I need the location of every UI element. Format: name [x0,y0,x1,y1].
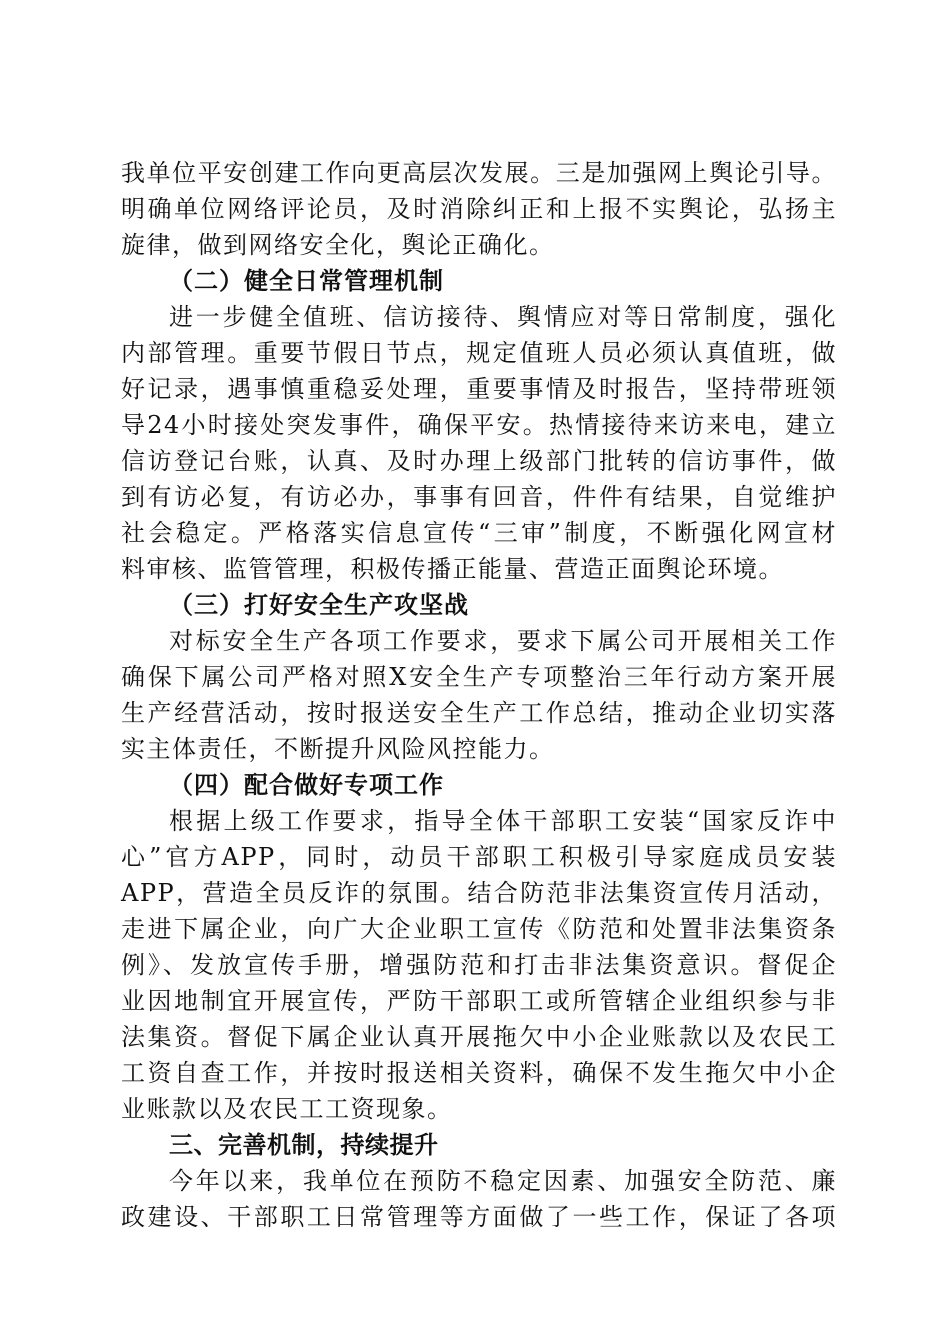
paragraph-line: 业因地制宜开展宣传，严防干部职工或所管辖企业组织参与非 [121,987,837,1015]
paragraph-line: 生产经营活动，按时报送安全生产工作总结，推动企业切实落 [121,699,837,727]
paragraph-line: 例》、发放宣传手册，增强防范和打击非法集资意识。督促企 [121,951,837,979]
section-heading-3: （三）打好安全生产攻坚战 [169,590,469,619]
section-heading-2: （二）健全日常管理机制 [169,266,444,295]
paragraph-line: 旋律，做到网络安全化，舆论正确化。 [121,231,555,259]
paragraph-line: 走进下属企业，向广大企业职工宣传《防范和处置非法集资条 [121,915,837,943]
paragraph-line: APP，营造全员反诈的氛围。结合防范非法集资宣传月活动， [121,879,837,907]
paragraph-line: 导24小时接处突发事件，确保平安。热情接待来访来电，建立 [121,411,837,439]
paragraph-line: 根据上级工作要求，指导全体干部职工安装“国家反诈中 [169,807,837,835]
paragraph-line: 到有访必复，有访必办，事事有回音，件件有结果，自觉维护 [121,483,837,511]
paragraph-line: 心”官方APP，同时，动员干部职工积极引导家庭成员安装 [121,843,837,871]
paragraph-line: 明确单位网络评论员，及时消除纠正和上报不实舆论，弘扬主 [121,195,837,223]
paragraph-line: 进一步健全值班、信访接待、舆情应对等日常制度，强化 [169,303,837,331]
paragraph-line: 实主体责任，不断提升风险风控能力。 [121,735,555,763]
paragraph-line: 业账款以及农民工工资现象。 [121,1095,453,1123]
section-heading-4: （四）配合做好专项工作 [169,770,444,799]
paragraph-line: 料审核、监管管理，积极传播正能量、营造正面舆论环境。 [121,555,784,583]
paragraph-line: 政建设、干部职工日常管理等方面做了一些工作，保证了各项 [121,1203,837,1231]
paragraph-line: 内部管理。重要节假日节点，规定值班人员必须认真值班，做 [121,339,837,367]
paragraph-line: 好记录，遇事慎重稳妥处理，重要事情及时报告，坚持带班领 [121,375,837,403]
paragraph-line: 我单位平安创建工作向更高层次发展。三是加强网上舆论引导。 [121,159,837,187]
paragraph-line: 工资自查工作，并按时报送相关资料，确保不发生拖欠中小企 [121,1059,837,1087]
paragraph-line: 信访登记台账，认真、及时办理上级部门批转的信访事件，做 [121,447,837,475]
paragraph-line: 对标安全生产各项工作要求，要求下属公司开展相关工作 [169,627,837,655]
paragraph-line: 社会稳定。严格落实信息宣传“三审”制度，不断强化网宣材 [121,519,837,547]
paragraph-line: 法集资。督促下属企业认真开展拖欠中小企业账款以及农民工 [121,1023,837,1051]
paragraph-line: 确保下属公司严格对照X安全生产专项整治三年行动方案开展 [121,663,837,691]
section-heading-main: 三、完善机制，持续提升 [169,1131,439,1159]
paragraph-line: 今年以来，我单位在预防不稳定因素、加强安全防范、廉 [169,1167,837,1195]
